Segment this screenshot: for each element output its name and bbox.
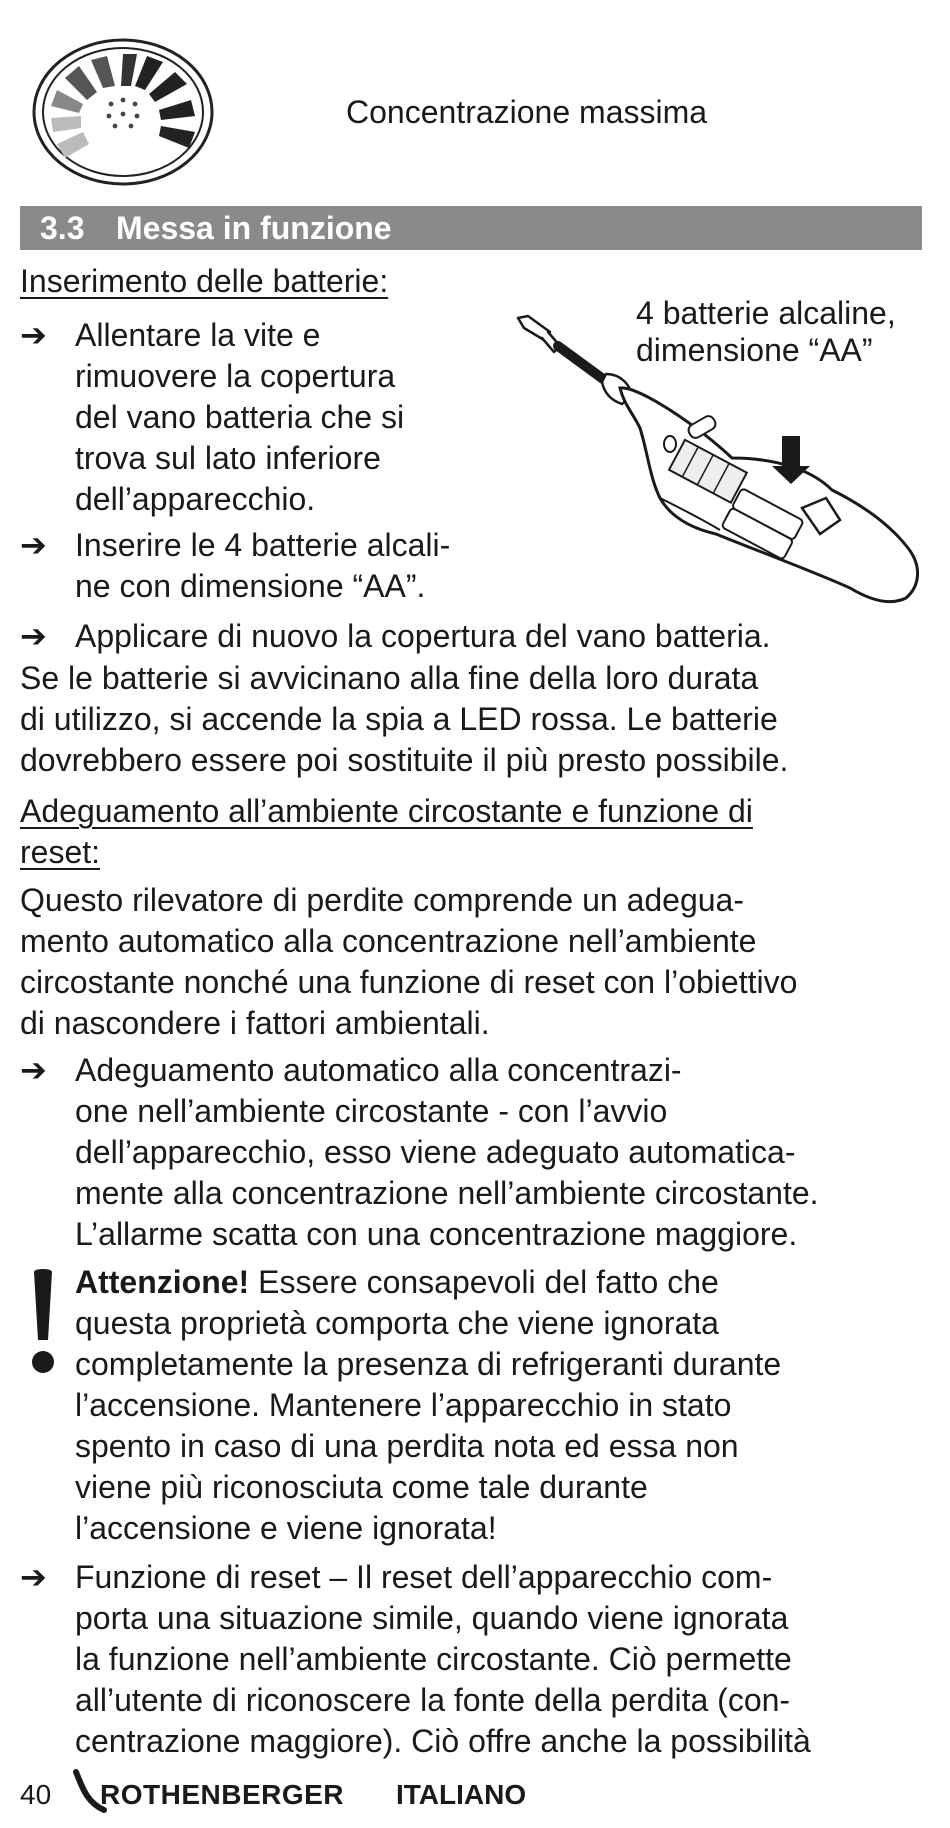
- text-line: circostante nonché una funzione di reset con l’obiettivo: [20, 964, 798, 1000]
- text-line: Adeguamento automatico alla concentrazi-: [75, 1052, 682, 1088]
- text-line: dimensione “AA”: [636, 332, 873, 368]
- battery-step-1: [75, 315, 404, 520]
- adjust-heading: [20, 791, 753, 873]
- text-line: Applicare di nuovo la copertura del vano batteria.: [75, 618, 771, 654]
- display-caption: Concentrazione massima: [346, 94, 708, 130]
- text-line: dell’apparecchio, esso viene adeguato automatica-: [75, 1134, 796, 1170]
- text-line: one nell’ambiente circostante - con l’avvio: [75, 1093, 668, 1129]
- footer-language: ITALIANO: [396, 1779, 527, 1810]
- leak-detector-illustration: [510, 308, 930, 613]
- text-line: all’utente di riconoscere la fonte della perdita (con-: [75, 1682, 791, 1718]
- text-line: 4 batterie alcaline,: [636, 295, 896, 331]
- warning-block: [75, 1262, 781, 1549]
- text-line: di utilizzo, si accende la spia a LED rossa. Le batterie: [20, 701, 778, 737]
- text-line: L’allarme scatta con una concentrazione maggiore.: [75, 1216, 798, 1252]
- adjust-bullet-1: [75, 1050, 819, 1255]
- text-line: del vano batteria che si: [75, 399, 405, 435]
- section-header: [20, 206, 922, 250]
- text-line: porta una situazione simile, quando viene ignorata: [75, 1600, 789, 1636]
- text-line: l’accensione e viene ignorata!: [75, 1510, 497, 1546]
- text-line: completamente la presenza di refrigeranti durante: [75, 1346, 782, 1382]
- section-number: 3.3: [40, 210, 85, 246]
- arrow-bullet-icon: ➔: [20, 527, 47, 563]
- text-line: spento in caso di una perdita nota ed essa non: [75, 1428, 739, 1464]
- text-line: viene più riconosciuta come tale durante: [75, 1469, 648, 1505]
- section-title: Messa in funzione: [116, 210, 392, 246]
- concentration-dial-illustration: [30, 36, 220, 191]
- warning-first-line: [75, 1262, 781, 1303]
- text-line: la funzione nell’ambiente circostante. Ciò permette: [75, 1641, 792, 1677]
- text-line: l’accensione. Mantenere l’apparecchio in stato: [75, 1387, 732, 1423]
- text-line: Inserire le 4 batterie alcali-: [75, 527, 451, 563]
- adjust-bullet-2: [75, 1557, 811, 1762]
- arrow-bullet-icon: ➔: [20, 618, 47, 654]
- page-number: 40: [20, 1779, 52, 1810]
- battery-step-3: [75, 616, 771, 657]
- text-line: di nascondere i fattori ambientali.: [20, 1005, 490, 1041]
- text-line: mento automatico alla concentrazione nell’ambiente: [20, 923, 757, 959]
- text-line: dovrebbero essere poi sostituite il più presto possibile.: [20, 742, 789, 778]
- text-line: centrazione maggiore). Ciò offre anche la possibilità: [75, 1723, 811, 1759]
- text-line: dell’apparecchio.: [75, 481, 316, 517]
- arrow-bullet-icon: ➔: [20, 1052, 47, 1088]
- battery-note: [20, 658, 788, 781]
- battery-heading: Inserimento delle batterie:: [20, 263, 389, 299]
- text-line: trova sul lato inferiore: [75, 440, 381, 476]
- text-line: Questo rilevatore di perdite comprende un adegua-: [20, 882, 744, 918]
- text-line: ne con dimensione “AA”.: [75, 568, 426, 604]
- arrow-bullet-icon: ➔: [20, 317, 47, 353]
- brand-logo-text: ROTHENBERGER: [100, 1779, 345, 1810]
- text-line: Adeguamento all’ambiente circostante e funzione di: [20, 793, 753, 829]
- warning-first-text: Essere consapevoli del fatto che: [249, 1264, 719, 1300]
- warning-label: Attenzione!: [75, 1264, 250, 1300]
- text-line: questa proprietà comporta che viene ignorata: [75, 1305, 719, 1341]
- text-line: Se le batterie si avvicinano alla fine della loro durata: [20, 660, 759, 696]
- text-line: rimuovere la copertura: [75, 358, 396, 394]
- arrow-bullet-icon: ➔: [20, 1559, 47, 1595]
- adjust-intro: [20, 880, 797, 1044]
- exclamation-warning-icon: [30, 1268, 56, 1376]
- text-line: mente alla concentrazione nell’ambiente circostante.: [75, 1175, 819, 1211]
- battery-step-2: [75, 525, 450, 607]
- text-line: reset:: [20, 834, 101, 870]
- text-line: Funzione di reset – Il reset dell’apparecchio com-: [75, 1559, 773, 1595]
- text-line: Allentare la vite e: [75, 317, 321, 353]
